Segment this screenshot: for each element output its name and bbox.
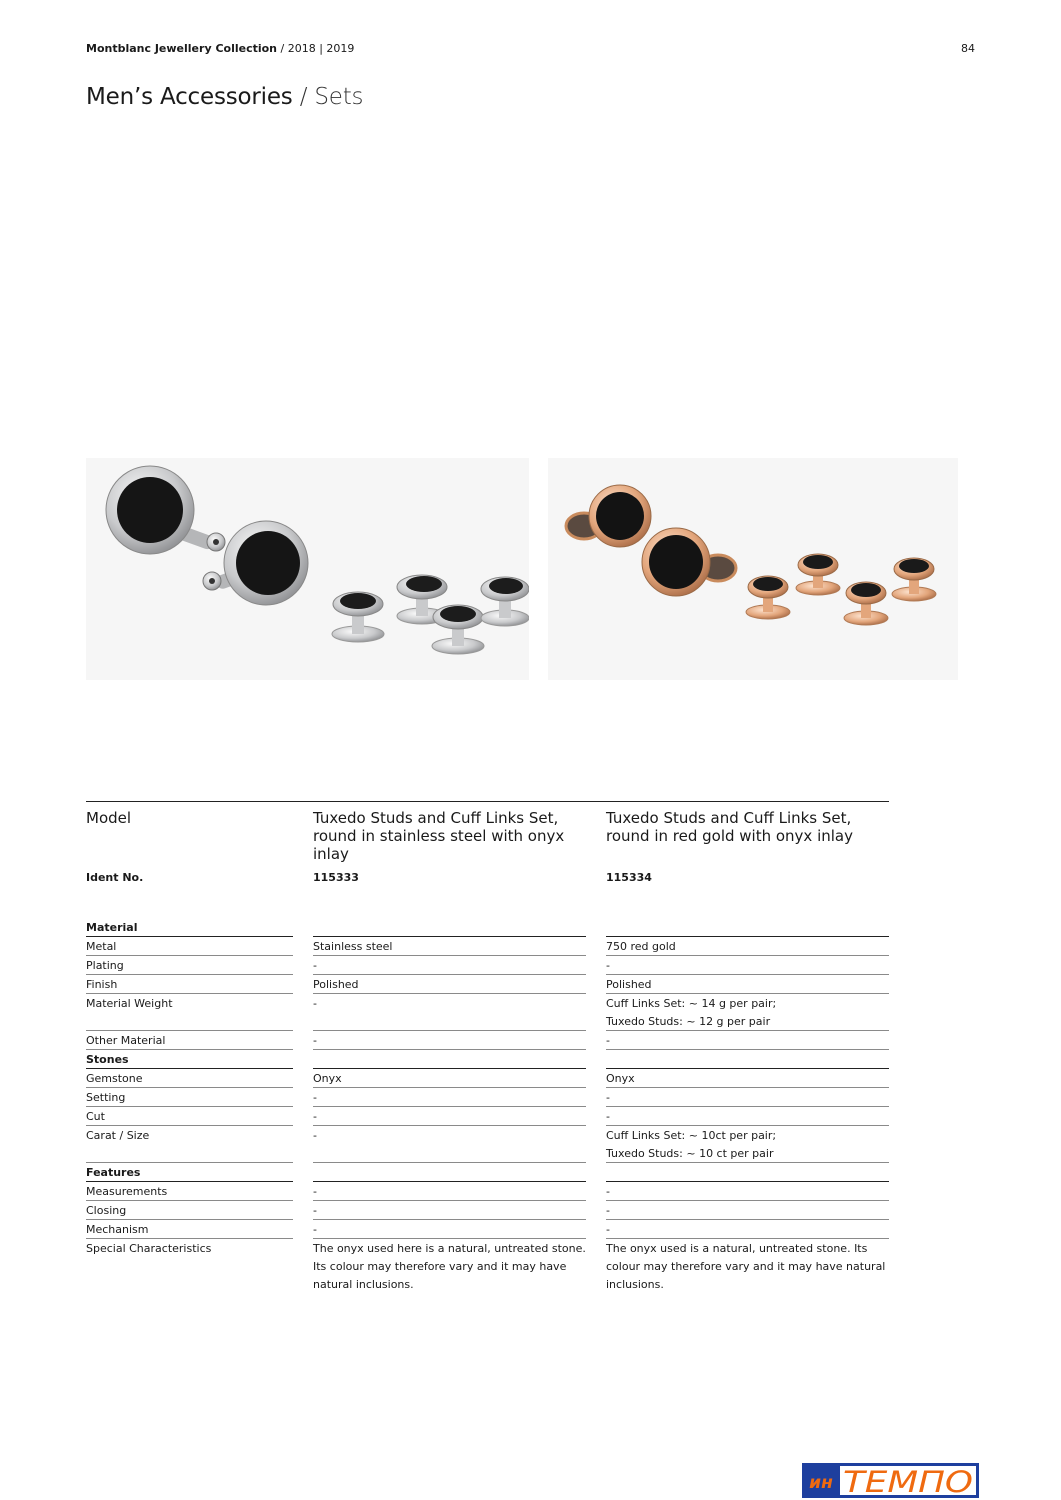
row-value: Polished: [606, 975, 889, 994]
model-label: Model: [86, 809, 132, 827]
page-number: 84: [961, 42, 975, 55]
table-top-rule: [86, 801, 889, 802]
section-header-material: Material: [86, 918, 293, 937]
row-value: Onyx: [606, 1069, 889, 1088]
ident-number-2: 115334: [606, 871, 652, 884]
row-value-line: Tuxedo Studs: ~ 10 ct per pair: [606, 1147, 774, 1160]
row-label: Plating: [86, 956, 293, 975]
row-label: Other Material: [86, 1031, 293, 1050]
row-value: -: [313, 1182, 586, 1201]
tempo-logo: [802, 1463, 979, 1498]
row-value-line: The onyx used is a natural, untreated stone. Its: [606, 1242, 868, 1255]
product-name-1: Tuxedo Studs and Cuff Links Set, round in stainless steel with onyx inlay: [313, 809, 565, 863]
row-value: -: [313, 1126, 586, 1163]
stud-icons: [746, 554, 936, 625]
row-value: -: [313, 1031, 586, 1050]
row-value-line: The onyx used here is a natural, untreated stone.: [313, 1242, 586, 1255]
row-value: [606, 994, 889, 1031]
row-value-line: natural inclusions.: [313, 1278, 414, 1291]
row-value: -: [606, 1088, 889, 1107]
row-value: -: [313, 994, 586, 1031]
ident-label: Ident No.: [86, 871, 144, 884]
table-cell: [606, 1163, 889, 1182]
section-header-stones: Stones: [86, 1050, 293, 1069]
row-label: Material Weight: [86, 994, 293, 1031]
row-value: [313, 1239, 586, 1294]
row-value: -: [313, 1220, 586, 1239]
table-cell: [313, 918, 586, 937]
row-label: Carat / Size: [86, 1126, 293, 1163]
row-value: -: [313, 1201, 586, 1220]
section-header-features: Features: [86, 1163, 293, 1182]
title-main: Men’s Accessories: [86, 84, 293, 110]
row-value-line: Cuff Links Set: ~ 14 g per pair;: [606, 997, 777, 1010]
title-separator: /: [292, 84, 315, 110]
row-value: -: [313, 956, 586, 975]
title-sub: Sets: [314, 84, 364, 110]
row-value: [606, 1126, 889, 1163]
running-header: [86, 42, 354, 55]
stud-icons: [332, 575, 529, 654]
row-value: 750 red gold: [606, 937, 889, 956]
table-cell: [313, 1163, 586, 1182]
row-label: Finish: [86, 975, 293, 994]
row-label: Measurements: [86, 1182, 293, 1201]
row-label: Closing: [86, 1201, 293, 1220]
brand-name: Montblanc Jewellery Collection: [86, 42, 278, 55]
row-value: -: [313, 1107, 586, 1126]
product-image-steel: [86, 458, 529, 680]
row-value-line: Its colour may therefore vary and it may have: [313, 1260, 567, 1273]
product-image-gold: [548, 458, 958, 680]
row-value: -: [606, 956, 889, 975]
ident-number-1: 115333: [313, 871, 359, 884]
table-cell: [606, 918, 889, 937]
svg-text:ин: ин: [809, 1473, 833, 1493]
row-value: -: [313, 1088, 586, 1107]
row-value: -: [606, 1107, 889, 1126]
row-value: Polished: [313, 975, 586, 994]
table-cell: [313, 1050, 586, 1069]
row-label: Special Characteristics: [86, 1242, 212, 1255]
row-value: [606, 1239, 889, 1294]
product-name-2: Tuxedo Studs and Cuff Links Set, round in red gold with onyx inlay: [606, 809, 853, 845]
row-value: -: [606, 1220, 889, 1239]
row-value-line: Cuff Links Set: ~ 10ct per pair;: [606, 1129, 777, 1142]
row-value: -: [606, 1182, 889, 1201]
row-label: Gemstone: [86, 1069, 293, 1088]
row-value-line: colour may therefore vary and it may have natural: [606, 1260, 886, 1273]
table-cell: [606, 1050, 889, 1069]
collection-years: / 2018 | 2019: [277, 42, 355, 55]
row-value: Stainless steel: [313, 937, 586, 956]
row-value-line: Tuxedo Studs: ~ 12 g per pair: [606, 1015, 771, 1028]
row-value: -: [606, 1031, 889, 1050]
row-value: -: [606, 1201, 889, 1220]
row-label: Setting: [86, 1088, 293, 1107]
row-label: Cut: [86, 1107, 293, 1126]
row-label: Metal: [86, 937, 293, 956]
svg-text:ТЕМПО: ТЕМПО: [843, 1465, 973, 1498]
row-value-line: inclusions.: [606, 1278, 664, 1291]
row-value: Onyx: [313, 1069, 586, 1088]
row-label: Mechanism: [86, 1220, 293, 1239]
page-title: [86, 84, 363, 110]
